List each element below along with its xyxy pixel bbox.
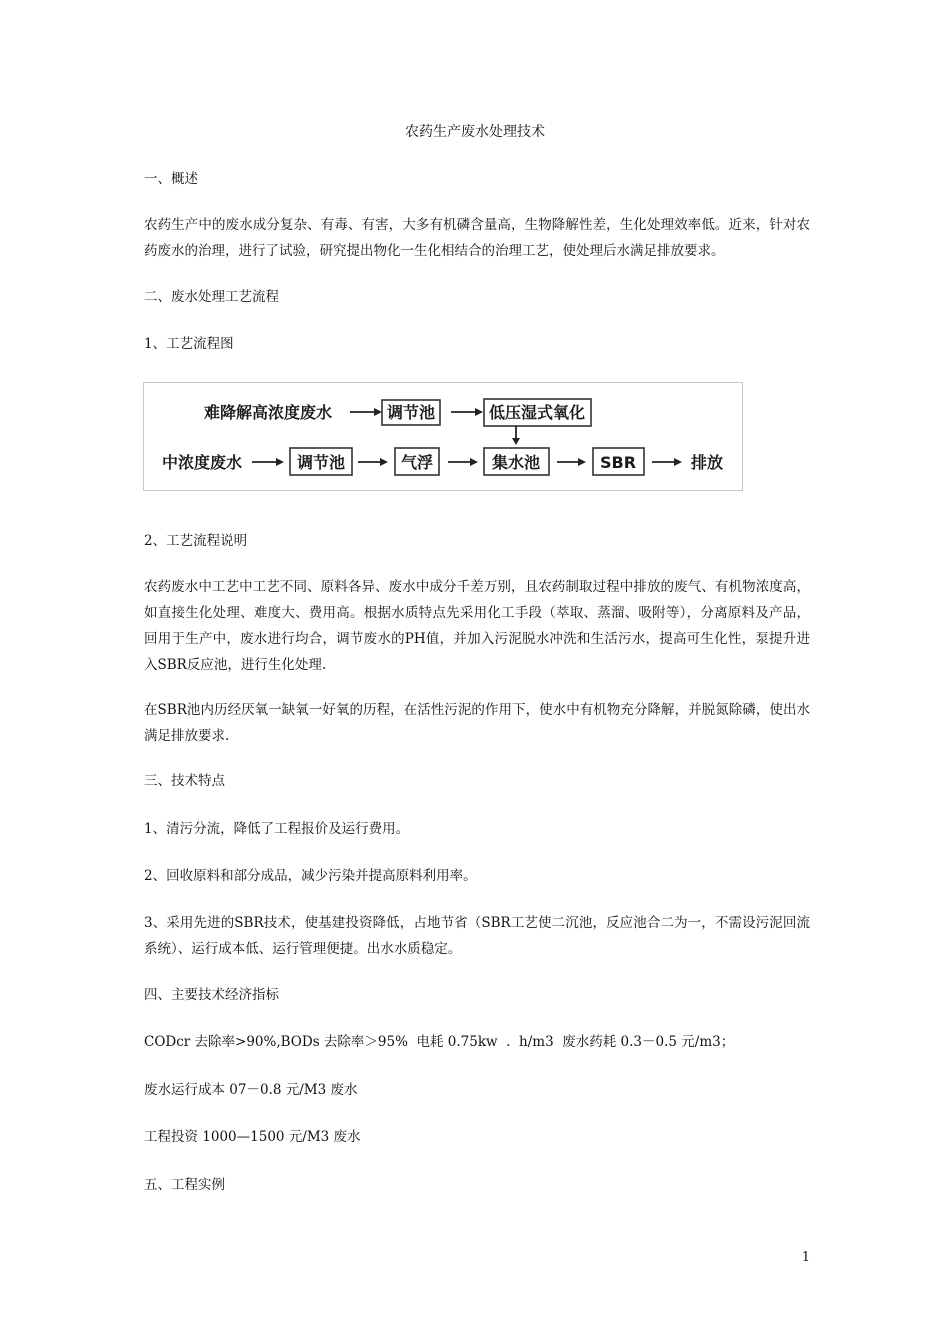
subheading-flowchart: 1、工艺流程图 xyxy=(144,336,234,352)
indicator-item-1: CODcr 去除率>90%,BODs 去除率＞95% 电耗 0.75kw . h/m3 废水药耗 0.3－0.5 元/m3； xyxy=(144,1034,735,1050)
feature-item-2: 2、回收原料和部分成品，减少污染并提高原料利用率。 xyxy=(144,868,477,884)
section-heading-process: 二、废水处理工艺流程 xyxy=(144,289,279,305)
section-heading-examples: 五、工程实例 xyxy=(144,1177,225,1193)
section-heading-overview: 一、概述 xyxy=(144,171,198,187)
flowchart-node-medium-conc-wastewater: 中浓度废水 xyxy=(162,453,243,472)
flowchart-node-regulating-tank-1: 调节池 xyxy=(386,403,436,422)
flowchart-arrowhead xyxy=(276,458,284,466)
flowchart-node-air-flotation: 气浮 xyxy=(400,453,434,472)
overview-paragraph: 农药生产中的废水成分复杂、有毒、有害，大多有机磷含量高，生物降解性差，生化处理效率低。近来，针对农药废水的治理，进行了试验，研究提出物化一生化相结合的治理工艺，使处理后水满足排放要求。 xyxy=(144,217,810,259)
flowchart-node-high-conc-wastewater: 难降解高浓度废水 xyxy=(204,403,333,422)
flowchart-svg xyxy=(144,383,744,492)
flowchart-arrowhead xyxy=(475,408,483,416)
subheading-process-description: 2、工艺流程说明 xyxy=(144,533,248,549)
process-flowchart xyxy=(143,382,743,491)
process-description-paragraph-1: 农药废水中工艺中工艺不同、原料各异、废水中成分千差万别，且农药制取过程中排放的废气、有机物浓度高，如直接生化处理、难度大、费用高。根据水质特点先采用化工手段（萃取、蒸溜、吸附等），分离原料及产品，回用于生产中，废水进行均合，调节废水的PH值，并加入污泥脱水冲洗和生活污水，提高可生化性，泵提升进入SBR反应池，进行生化处理. xyxy=(144,579,810,673)
process-description-paragraph-2: 在SBR池内历经厌氧一缺氧一好氧的历程，在活性污泥的作用下，使水中有机物充分降解，并脱氮除磷，使出水满足排放要求. xyxy=(144,702,810,744)
flowchart-arrowhead xyxy=(512,438,520,445)
section-heading-features: 三、技术特点 xyxy=(144,773,225,789)
flowchart-arrowhead xyxy=(578,458,586,466)
indicator-item-2: 废水运行成本 07－0.8 元/M3 废水 xyxy=(144,1082,358,1098)
flowchart-node-regulating-tank-2: 调节池 xyxy=(296,453,346,472)
flowchart-node-collection-tank: 集水池 xyxy=(491,453,541,472)
flowchart-arrowhead xyxy=(674,458,682,466)
page-number: 1 xyxy=(801,1250,810,1265)
section-heading-indicators: 四、主要技术经济指标 xyxy=(144,987,279,1003)
feature-item-3: 3、采用先进的SBR技术，使基建投资降低，占地节省（SBR工艺使二沉池，反应池合二为一，不需设污泥回流系统）、运行成本低、运行管理便捷。出水水质稳定。 xyxy=(144,915,810,957)
indicator-item-3: 工程投资 1000—1500 元/M3 废水 xyxy=(144,1129,361,1145)
flowchart-arrowhead xyxy=(470,458,478,466)
flowchart-node-wet-oxidation: 低压湿式氧化 xyxy=(488,403,586,422)
page-title: 农药生产废水处理技术 xyxy=(405,124,545,140)
flowchart-node-sbr: SBR xyxy=(599,453,637,472)
flowchart-arrowhead xyxy=(380,458,388,466)
flowchart-node-discharge: 排放 xyxy=(691,453,724,472)
flowchart-arrowhead xyxy=(374,408,382,416)
feature-item-1: 1、清污分流，降低了工程报价及运行费用。 xyxy=(144,821,410,837)
